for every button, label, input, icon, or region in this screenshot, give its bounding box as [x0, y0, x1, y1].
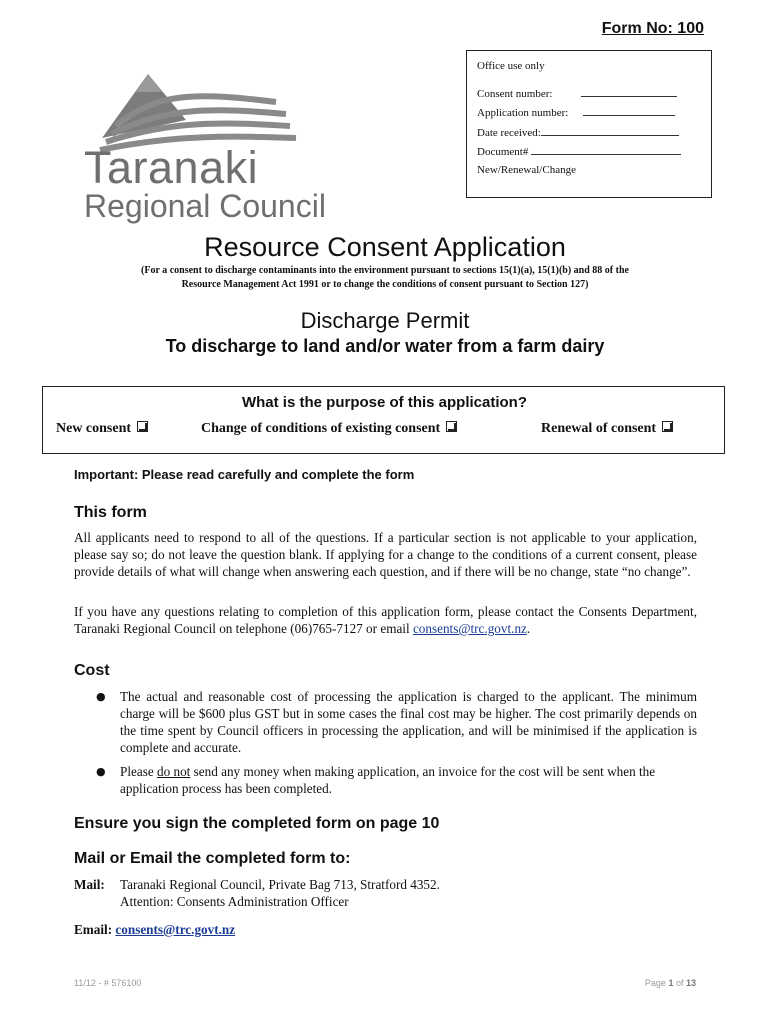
checkbox-icon[interactable] [662, 421, 673, 432]
logo-subname: Regional Council [84, 188, 326, 224]
bullet-icon: ● [96, 690, 106, 703]
cost-bullet-2 [120, 763, 697, 797]
subtitle-line-1: (For a consent to discharge contaminants into the environment pursuant to sections 15(1)(a), 15(1)(b) and 88 of the [141, 265, 629, 276]
email-block [74, 921, 235, 938]
page-subtitle [60, 264, 710, 292]
mail-address-line-1: Taranaki Regional Council, Private Bag 713, Stratford 4352. [120, 877, 440, 892]
this-form-paragraph-2-end: . [526, 621, 531, 636]
email-label: Email: [74, 922, 113, 937]
permit-title: Discharge Permit [300, 308, 470, 333]
logo-name: Taranaki [84, 142, 259, 193]
purpose-question: What is the purpose of this application? [241, 394, 527, 411]
footer-document-ref: 11/12 - # 576100 [74, 978, 142, 988]
bullet-icon: ● [96, 765, 106, 778]
cost-bullet-2-emphasis: do not [157, 764, 191, 779]
consent-number-field[interactable] [477, 86, 677, 100]
application-number-field[interactable] [477, 105, 675, 119]
cost-bullet-1: The actual and reasonable cost of processing the application is charged to the applicant. The minimum charge will be $600 plus GST but in some cases the final cost may be higher. The cost primarily depends on the time spent by Council officers in processing the application, and will be minimised if the application is complete and accurate. [120, 689, 697, 755]
cost-bullet-2-pre: Please [120, 764, 157, 779]
option-change-conditions[interactable] [201, 421, 457, 437]
consent-number-label: Consent number: [477, 88, 553, 100]
this-form-paragraph-1: All applicants need to respond to all of the questions. If a particular section is not applicable to your application, please say so; do not leave the question blank. If applying for a change to the conditions of a current consent, please provide details of what will change when answering each question, and if there will be no change, state “no change”. [74, 530, 697, 579]
this-form-heading: This form [74, 504, 147, 521]
mail-block [74, 876, 105, 893]
this-form-paragraph-2 [74, 603, 697, 637]
office-heading: Office use only [477, 60, 545, 72]
option-renewal-consent[interactable] [541, 421, 673, 437]
cost-bullet-2-post: send any money when making application, an invoice for the cost will be sent when the application process has been completed. [120, 764, 656, 796]
footer-page-total: 13 [685, 978, 696, 988]
checkbox-icon[interactable] [137, 421, 148, 432]
application-number-label: Application number: [477, 107, 569, 119]
subtitle-line-2: Resource Management Act 1991 or to change the conditions of consent pursuant to Section 127) [181, 279, 589, 290]
footer-page-current: 1 [668, 978, 674, 988]
this-form-paragraph-2-text: If you have any questions relating to completion of this application form, please contact the Consents Department, Taranaki Regional Council on telephone (06)765-7127 or email [74, 604, 697, 636]
footer-page-number [645, 978, 696, 988]
page-title: Resource Consent Application [204, 232, 566, 262]
mail-address [120, 876, 440, 910]
option-change-conditions-label: Change of conditions of existing consent [201, 421, 441, 436]
mail-heading: Mail or Email the completed form to: [74, 850, 351, 867]
document-label: Document# [477, 146, 529, 158]
date-received-label: Date received: [477, 127, 541, 139]
logo-mountain-icon [76, 62, 298, 152]
form-number: Form No: 100 [601, 20, 704, 37]
important-notice: Important: Please read carefully and complete the form [74, 467, 415, 482]
office-use-box [466, 50, 712, 198]
mail-label: Mail: [74, 877, 105, 892]
footer-page-label: Page [644, 978, 669, 988]
checkbox-icon[interactable] [446, 421, 457, 432]
mail-address-line-2: Attention: Consents Administration Officer [120, 894, 349, 909]
date-received-field[interactable] [477, 125, 679, 139]
permit-subtitle: To discharge to land and/or water from a farm dairy [165, 336, 605, 356]
sign-heading: Ensure you sign the completed form on page 10 [74, 815, 440, 832]
option-new-consent-label: New consent [56, 421, 132, 436]
email-link[interactable]: consents@trc.govt.nz [115, 922, 236, 937]
new-renewal-change-label: New/Renewal/Change [477, 164, 576, 176]
cost-heading: Cost [74, 662, 110, 679]
purpose-box [42, 386, 725, 454]
document-field[interactable] [477, 144, 681, 158]
option-renewal-consent-label: Renewal of consent [541, 421, 657, 436]
option-new-consent[interactable] [56, 421, 148, 437]
footer-page-of: of [673, 978, 686, 988]
contact-email-link[interactable]: consents@trc.govt.nz [412, 621, 527, 636]
